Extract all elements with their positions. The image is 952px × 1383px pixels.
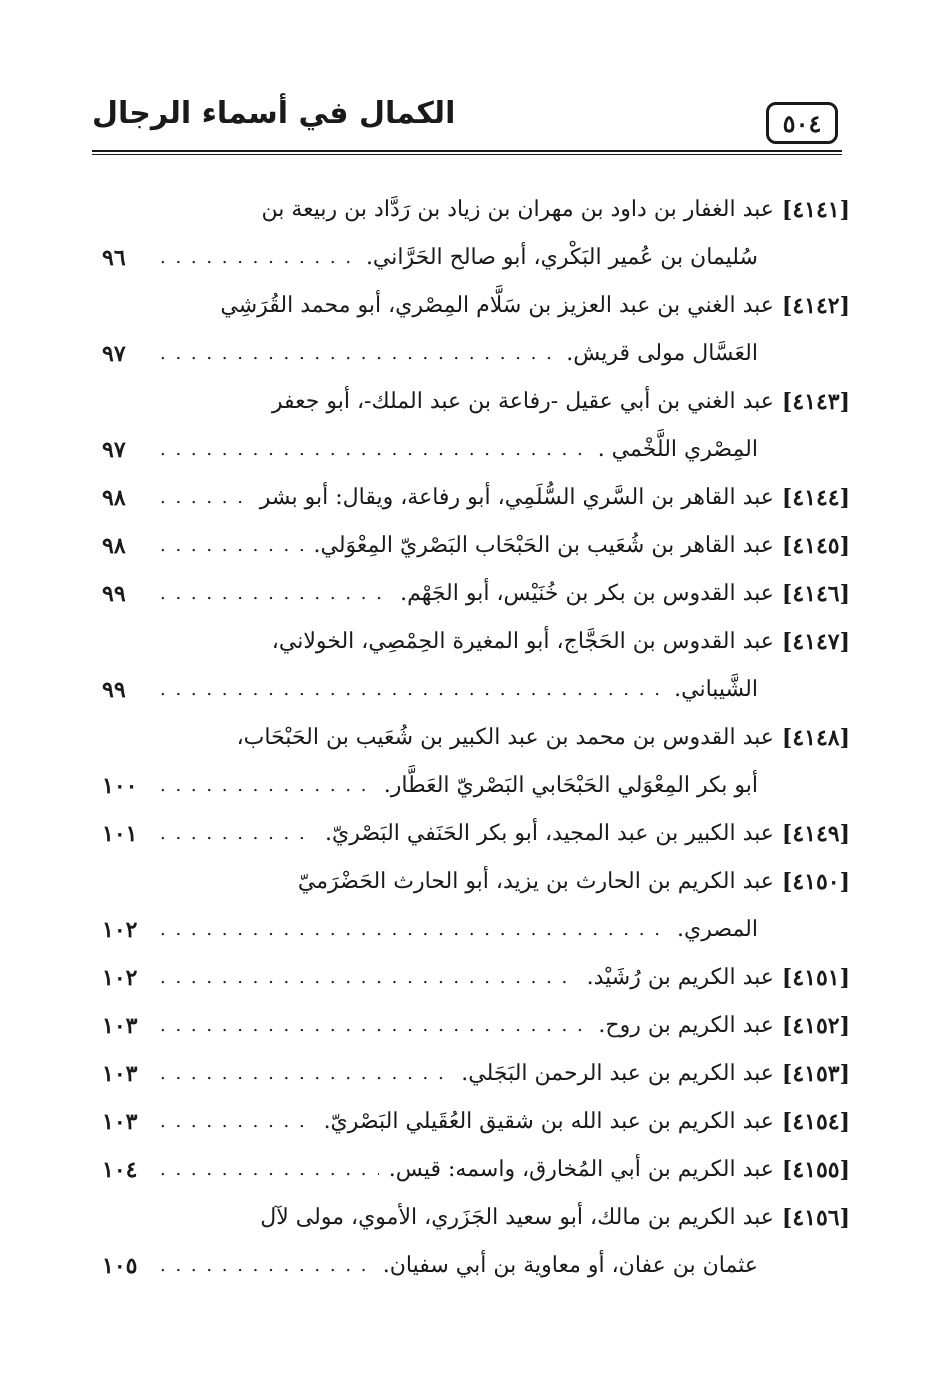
entry-text-continuation: سُليمان بن عُمير البَكْري، أبو صالح الحَرَّاني. (365, 245, 758, 270)
index-entry (102, 282, 850, 378)
running-title: الكمال في أسماء الرجال (92, 96, 456, 131)
index-entry (102, 714, 850, 810)
entry-line (102, 282, 850, 330)
entry-line (102, 618, 850, 666)
entry-text: عبد الكريم بن الحارث بن يزيد، أبو الحارث الحَضْرَميّ (297, 869, 774, 894)
entry-number: [٤١٥٤] (781, 1109, 850, 1135)
index-entry (102, 570, 850, 618)
entry-text: عبد الكريم بن رُشَيْد. (586, 965, 774, 990)
index-entry (102, 186, 850, 282)
index-entry (102, 522, 850, 570)
entry-line (102, 1050, 850, 1098)
page-number: ٥٠٤ (782, 108, 822, 138)
entry-page-number: ٩٩ (102, 581, 126, 607)
entry-text-continuation: الشَّيباني. (674, 677, 758, 702)
dot-leader (160, 762, 374, 810)
entry-line (102, 570, 850, 618)
entry-line-continuation (102, 666, 850, 714)
entry-text: عبد الغني بن عبد العزيز بن سَلَّام المِصْري، أبو محمد القُرَشِي (220, 293, 774, 318)
entry-text: عبد الكبير بن عبد المجيد، أبو بكر الحَنَفي البَصْريّ. (325, 821, 774, 846)
entry-page-number: ١٠٣ (102, 1013, 138, 1039)
index-entry (102, 1002, 850, 1050)
entry-page-number: ٩٨ (102, 533, 126, 559)
entry-number: [٤١٤٨] (781, 725, 850, 751)
entry-number: [٤١٤٢] (781, 293, 850, 319)
entry-text: عبد الكريم بن مالك، أبو سعيد الجَزَري، الأموي، مولى لآل (260, 1205, 774, 1230)
entry-number: [٤١٥٦] (781, 1205, 850, 1231)
entry-line-continuation (102, 426, 850, 474)
index-entries (102, 186, 850, 1290)
page-header (92, 92, 842, 156)
entry-number: [٤١٤٧] (781, 629, 850, 655)
entry-line-continuation (102, 1242, 850, 1290)
entry-number: [٤١٥٠] (781, 869, 850, 895)
dot-leader (160, 906, 667, 954)
entry-text-continuation: العَسَّال مولى قريش. (566, 341, 758, 366)
dot-leader (160, 666, 664, 714)
entry-number: [٤١٤٣] (781, 389, 850, 415)
entry-text-continuation: المصري. (677, 917, 758, 942)
dot-leader (160, 1242, 373, 1290)
entry-line (102, 186, 850, 234)
dot-leader (160, 1098, 314, 1146)
entry-page-number: ١٠٣ (102, 1061, 138, 1087)
index-entry (102, 954, 850, 1002)
entry-line (102, 378, 850, 426)
entry-line-continuation (102, 906, 850, 954)
dot-leader (160, 810, 315, 858)
entry-text: عبد الكريم بن أبي المُخارق، واسمه: قيس. (388, 1157, 774, 1182)
entry-page-number: ٩٦ (102, 245, 126, 271)
entry-text: عبد الغني بن أبي عقيل -رفاعة بن عبد الملك-، أبو جعفر (271, 389, 774, 414)
dot-leader (160, 1002, 588, 1050)
entry-line-continuation (102, 330, 850, 378)
entry-page-number: ٩٧ (102, 341, 126, 367)
dot-leader (160, 474, 250, 522)
entry-page-number: ٩٩ (102, 677, 126, 703)
index-entry (102, 618, 850, 714)
index-entry (102, 1050, 850, 1098)
entry-text-continuation: المِصْري اللَّخْمي . (597, 437, 758, 462)
entry-line (102, 1098, 850, 1146)
entry-number: [٤١٥٣] (781, 1061, 850, 1087)
index-entry (102, 1098, 850, 1146)
dot-leader (160, 330, 556, 378)
entry-text: عبد الكريم بن عبد الرحمن البَجَلي. (461, 1061, 774, 1086)
index-entry (102, 474, 850, 522)
dot-leader (160, 426, 588, 474)
entry-line (102, 1002, 850, 1050)
entry-page-number: ١٠٢ (102, 965, 138, 991)
entry-number: [٤١٤٦] (781, 581, 850, 607)
entry-number: [٤١٥١] (781, 965, 850, 991)
entry-page-number: ٩٧ (102, 437, 126, 463)
index-entry (102, 1146, 850, 1194)
dot-leader (160, 570, 390, 618)
entry-text: عبد الغفار بن داود بن مهران بن زياد بن رَدَّاد بن ربيعة بن (261, 197, 774, 222)
entry-line (102, 714, 850, 762)
entry-page-number: ١٠٤ (102, 1157, 138, 1183)
entry-number: [٤١٤٩] (781, 821, 850, 847)
entry-text-continuation: أبو بكر المِعْوَلي الحَبْحَابي البَصْريّ العَطَّار. (383, 773, 758, 798)
entry-page-number: ١٠٠ (102, 773, 138, 799)
index-entry (102, 858, 850, 954)
entry-page-number: ١٠٣ (102, 1109, 138, 1135)
entry-line (102, 810, 850, 858)
entry-line (102, 522, 850, 570)
index-entry (102, 1194, 850, 1290)
dot-leader (160, 234, 356, 282)
entry-text-continuation: عثمان بن عفان، أو معاوية بن أبي سفيان. (382, 1253, 758, 1278)
header-rule (92, 150, 842, 152)
entry-number: [٤١٥٢] (781, 1013, 850, 1039)
header-rule-thin (92, 154, 842, 155)
entry-number: [٤١٤٥] (781, 533, 850, 559)
entry-line (102, 858, 850, 906)
entry-line (102, 1194, 850, 1242)
dot-leader (160, 954, 577, 1002)
dot-leader (160, 1146, 379, 1194)
entry-text: عبد الكريم بن روح. (598, 1013, 774, 1038)
index-entry (102, 378, 850, 474)
entry-line (102, 474, 850, 522)
entry-page-number: ٩٨ (102, 485, 126, 511)
entry-line (102, 954, 850, 1002)
entry-text: عبد القدوس بن الحَجَّاج، أبو المغيرة الحِمْصِي، الخولاني، (271, 629, 774, 654)
entry-line-continuation (102, 234, 850, 282)
dot-leader (160, 522, 304, 570)
entry-page-number: ١٠١ (102, 821, 138, 847)
entry-text: عبد الكريم بن عبد الله بن شقيق العُقَيلي البَصْريّ. (323, 1109, 774, 1134)
page-number-box (766, 102, 838, 144)
entry-text: عبد القدوس بن بكر بن خُنَيْس، أبو الجَهْم. (400, 581, 774, 606)
entry-number: [٤١٤٤] (781, 485, 850, 511)
entry-line (102, 1146, 850, 1194)
entry-page-number: ١٠٢ (102, 917, 138, 943)
entry-line-continuation (102, 762, 850, 810)
entry-page-number: ١٠٥ (102, 1253, 138, 1279)
entry-number: [٤١٤١] (781, 197, 850, 223)
entry-number: [٤١٥٥] (781, 1157, 850, 1183)
entry-text: عبد القاهر بن شُعَيب بن الحَبْحَاب البَصْريّ المِعْوَلي. (313, 533, 774, 558)
dot-leader (160, 1050, 451, 1098)
index-entry (102, 810, 850, 858)
entry-text: عبد القدوس بن محمد بن عبد الكبير بن شُعَيب بن الحَبْحَاب، (236, 725, 774, 750)
entry-text: عبد القاهر بن السَّري السُّلَمِي، أبو رفاعة، ويقال: أبو بشر (259, 485, 774, 510)
